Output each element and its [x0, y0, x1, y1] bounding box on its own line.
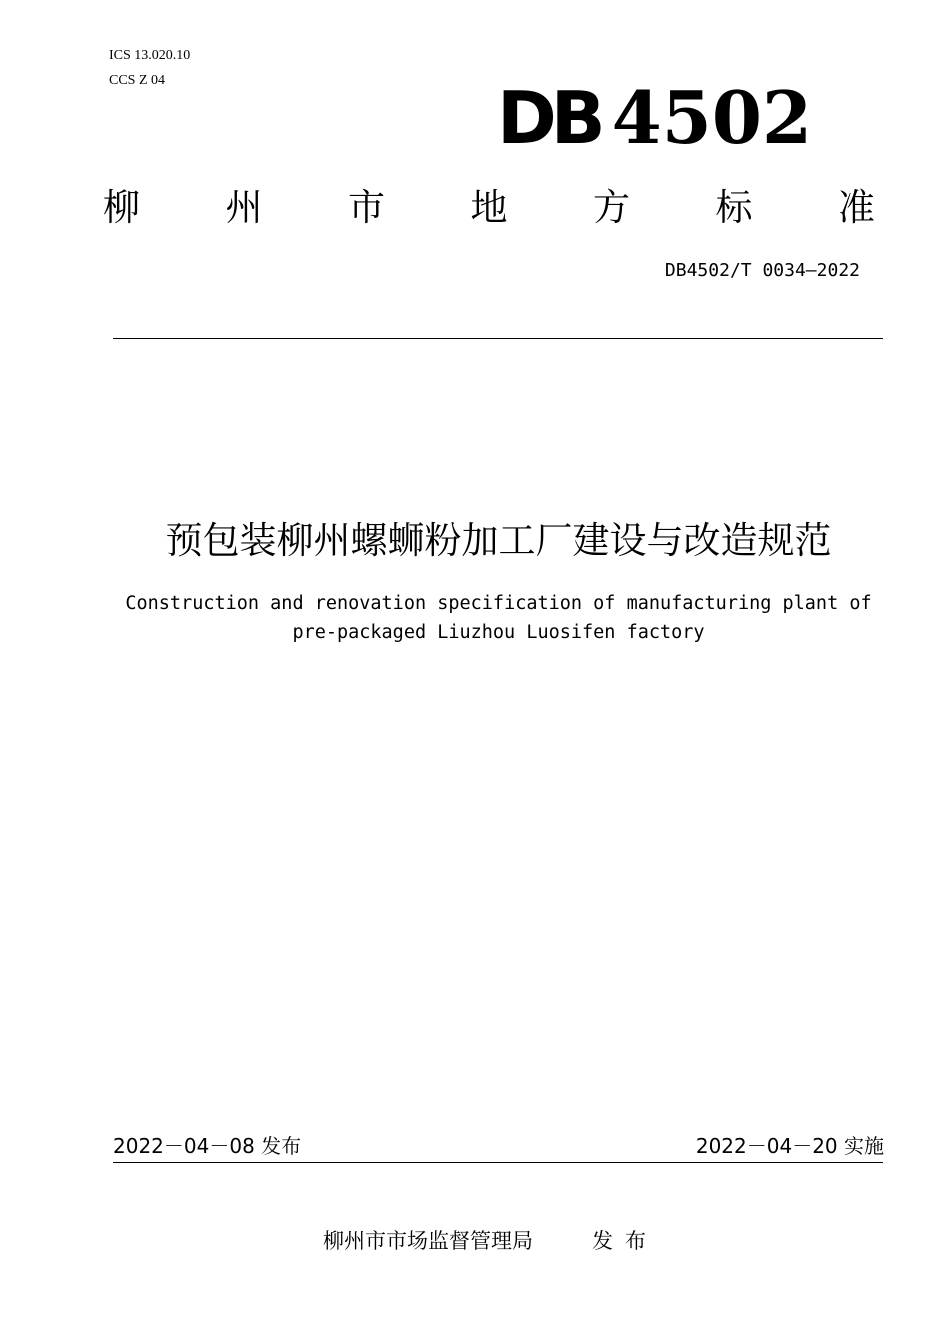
standard-type-char: 准 [838, 186, 875, 229]
implementation-date: 2022－04－20 实施 [695, 1134, 884, 1158]
standard-code: DB4502/T 0034—2022 [664, 260, 860, 281]
issue-label: 发布 [592, 1229, 658, 1253]
bottom-divider [113, 1162, 883, 1163]
english-title-line-1: Construction and renovation specification of manufacturing plant of [125, 593, 872, 614]
ccs-code: CCS Z 04 [109, 73, 166, 88]
issue-date: 2022－04－08 发布 [113, 1134, 302, 1158]
ics-code: ICS 13.020.10 [109, 48, 191, 63]
standard-type-title [103, 184, 875, 232]
db-logo [497, 75, 813, 160]
english-title [100, 589, 897, 647]
standard-type-char: 柳 [103, 186, 140, 229]
english-title-line-2: pre-packaged Liuzhou Luosifen factory [292, 622, 705, 643]
standard-type-char: 市 [348, 186, 385, 229]
issuing-authority: 柳州市市场监督管理局 [323, 1229, 533, 1253]
top-divider [113, 338, 883, 339]
standard-type-char: 州 [225, 186, 263, 229]
standard-type-char: 标 [715, 186, 753, 229]
standard-type-char: 方 [593, 186, 630, 229]
logo-number: 4502 [611, 75, 813, 160]
chinese-title: 预包装柳州螺蛳粉加工厂建设与改造规范 [165, 519, 832, 562]
logo-prefix: DB [497, 76, 600, 160]
standard-type-char: 地 [470, 186, 508, 229]
